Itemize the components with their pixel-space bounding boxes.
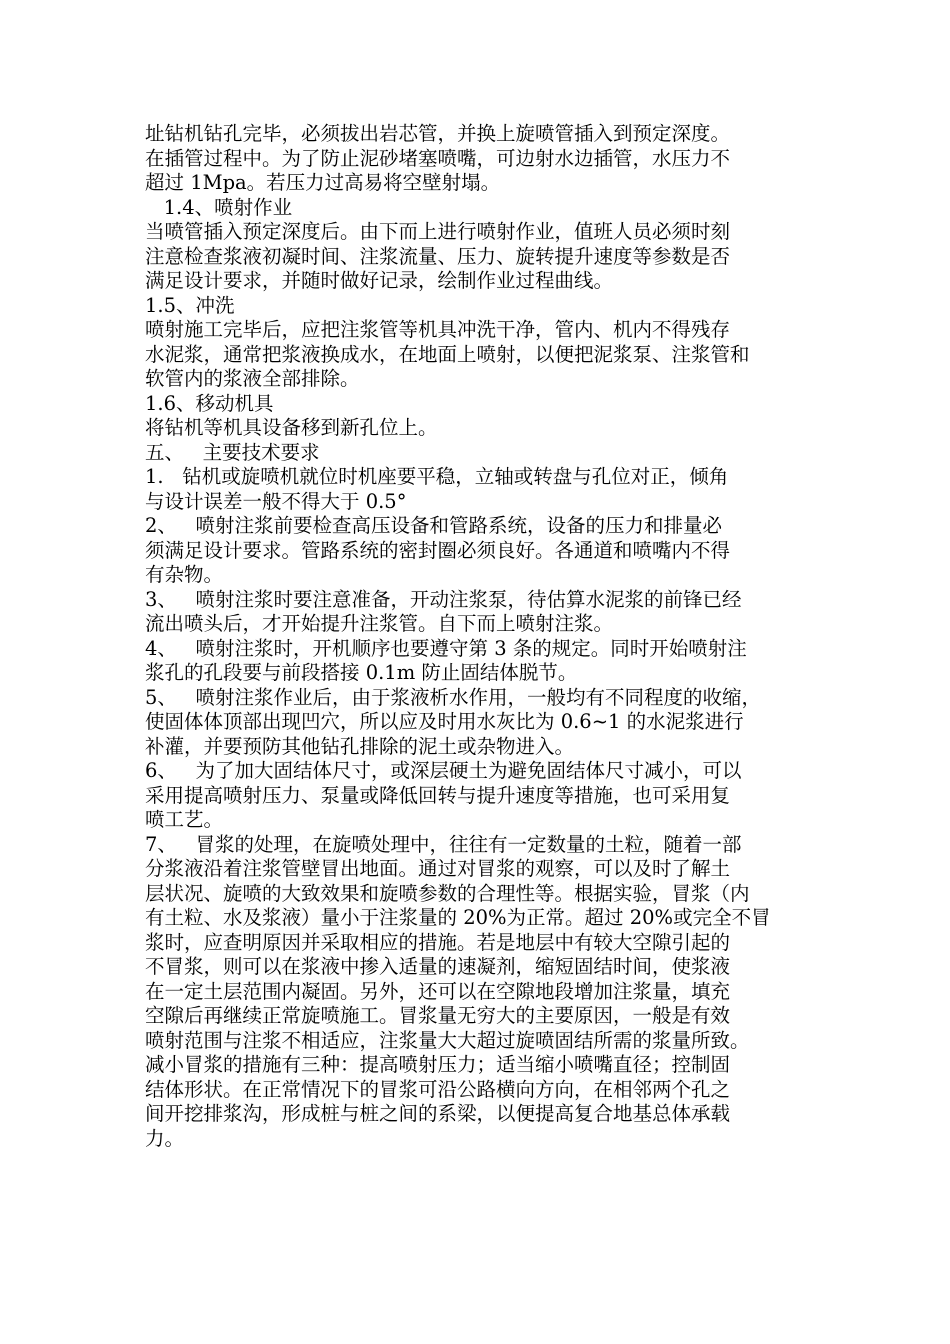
text-line: 1.4、喷射作业: [145, 195, 293, 219]
text-line: 超过 1Mpa。若压力过高易将空壁射塌。: [145, 171, 501, 194]
text-line: 7、 冒浆的处理，在旋喷处理中，往往有一定数量的土粒，随着一部: [145, 832, 742, 856]
text-line: 须满足设计要求。管路系统的密封圈必须良好。各通道和喷嘴内不得: [145, 538, 731, 562]
text-line: 使固体体顶部出现凹穴，所以应及时用水灰比为 0.6~1 的水泥浆进行: [145, 710, 744, 733]
text-line: 在一定土层范围内凝固。另外，还可以在空隙地段增加注浆量，填充: [145, 979, 731, 1003]
text-line: 喷工艺。: [145, 808, 224, 831]
text-line: 1.5、冲洗: [145, 293, 235, 317]
text-line: 软管内的浆液全部排除。: [145, 367, 360, 390]
text-line: 五、 主要技术要求: [145, 440, 320, 464]
text-line: 注意检查浆液初凝时间、注浆流量、压力、旋转提升速度等参数是否: [145, 244, 731, 268]
text-line: 结体形状。在正常情况下的冒浆可沿公路横向方向，在相邻两个孔之: [145, 1077, 731, 1101]
text-line: 6、 为了加大固结体尺寸，或深层硬土为避免固结体尺寸减小，可以: [145, 759, 742, 782]
text-line: 将钻机等机具设备移到新孔位上。: [145, 416, 438, 439]
text-line: 浆孔的孔段要与前段搭接 0.1m 防止固结体脱节。: [145, 661, 578, 684]
text-line: 减小冒浆的措施有三种：提高喷射压力；适当缩小喷嘴直径；控制固: [145, 1053, 731, 1076]
text-line: 喷射范围与注浆不相适应，注浆量大大超过旋喷固结所需的浆量所致。: [145, 1028, 750, 1052]
text-line: 补灌，并要预防其他钻孔排除的泥土或杂物进入。: [145, 734, 575, 758]
document-body: [145, 122, 845, 1151]
text-line: 当喷管插入预定深度后。由下而上进行喷射作业，值班人员必须时刻: [145, 220, 731, 243]
text-line: 采用提高喷射压力、泵量或降低回转与提升速度等措施，也可采用复: [145, 783, 731, 807]
text-line: 层状况、旋喷的大致效果和旋喷参数的合理性等。根据实验，冒浆（内: [145, 881, 750, 905]
text-line: 在插管过程中。为了防止泥砂堵塞喷嘴，可边射水边插管，水压力不: [145, 146, 731, 170]
text-line: 水泥浆，通常把浆液换成水，在地面上喷射，以便把泥浆泵、注浆管和: [145, 342, 750, 366]
text-line: 有杂物。: [145, 563, 224, 586]
text-line: 5、 喷射注浆作业后，由于浆液析水作用，一般均有不同程度的收缩，: [145, 685, 762, 709]
text-line: 间开挖排浆沟，形成桩与桩之间的系梁，以便提高复合地基总体承载: [145, 1102, 731, 1125]
text-line: 流出喷头后，才开始提升注浆管。自下而上喷射注浆。: [145, 612, 614, 635]
text-line: 1. 钻机或旋喷机就位时机座要平稳，立轴或转盘与孔位对正，倾角: [145, 465, 729, 488]
text-line: 不冒浆，则可以在浆液中掺入适量的速凝剂，缩短固结时间，使浆液: [145, 955, 731, 978]
text-line: 3、 喷射注浆时要注意准备，开动注浆泵，待估算水泥浆的前锋已经: [145, 587, 742, 611]
text-line: 力。: [145, 1126, 185, 1150]
text-line: 有土粒、水及浆液）量小于注浆量的 20%为正常。超过 20%或完全不冒: [145, 906, 771, 929]
text-line: 空隙后再继续正常旋喷施工。冒浆量无穷大的主要原因，一般是有效: [145, 1004, 731, 1027]
text-line: 分浆液沿着注浆管壁冒出地面。通过对冒浆的观察，可以及时了解土: [145, 857, 731, 880]
text-line: 1.6、移动机具: [145, 391, 274, 415]
text-line: 2、 喷射注浆前要检查高压设备和管路系统，设备的压力和排量必: [145, 514, 723, 537]
text-line: 满足设计要求，并随时做好记录，绘制作业过程曲线。: [145, 269, 614, 292]
text-line: 喷射施工完毕后，应把注浆管等机具冲洗干净，管内、机内不得残存: [145, 318, 731, 341]
text-line: 4、 喷射注浆时，开机顺序也要遵守第 3 条的规定。同时开始喷射注: [145, 636, 747, 660]
text-line: 址钻机钻孔完毕，必须拔出岩芯管，并换上旋喷管插入到预定深度。: [145, 122, 731, 145]
text-line: 浆时，应查明原因并采取相应的措施。若是地层中有较大空隙引起的: [145, 930, 731, 954]
text-line: 与设计误差一般不得大于 0.5°: [145, 489, 407, 513]
